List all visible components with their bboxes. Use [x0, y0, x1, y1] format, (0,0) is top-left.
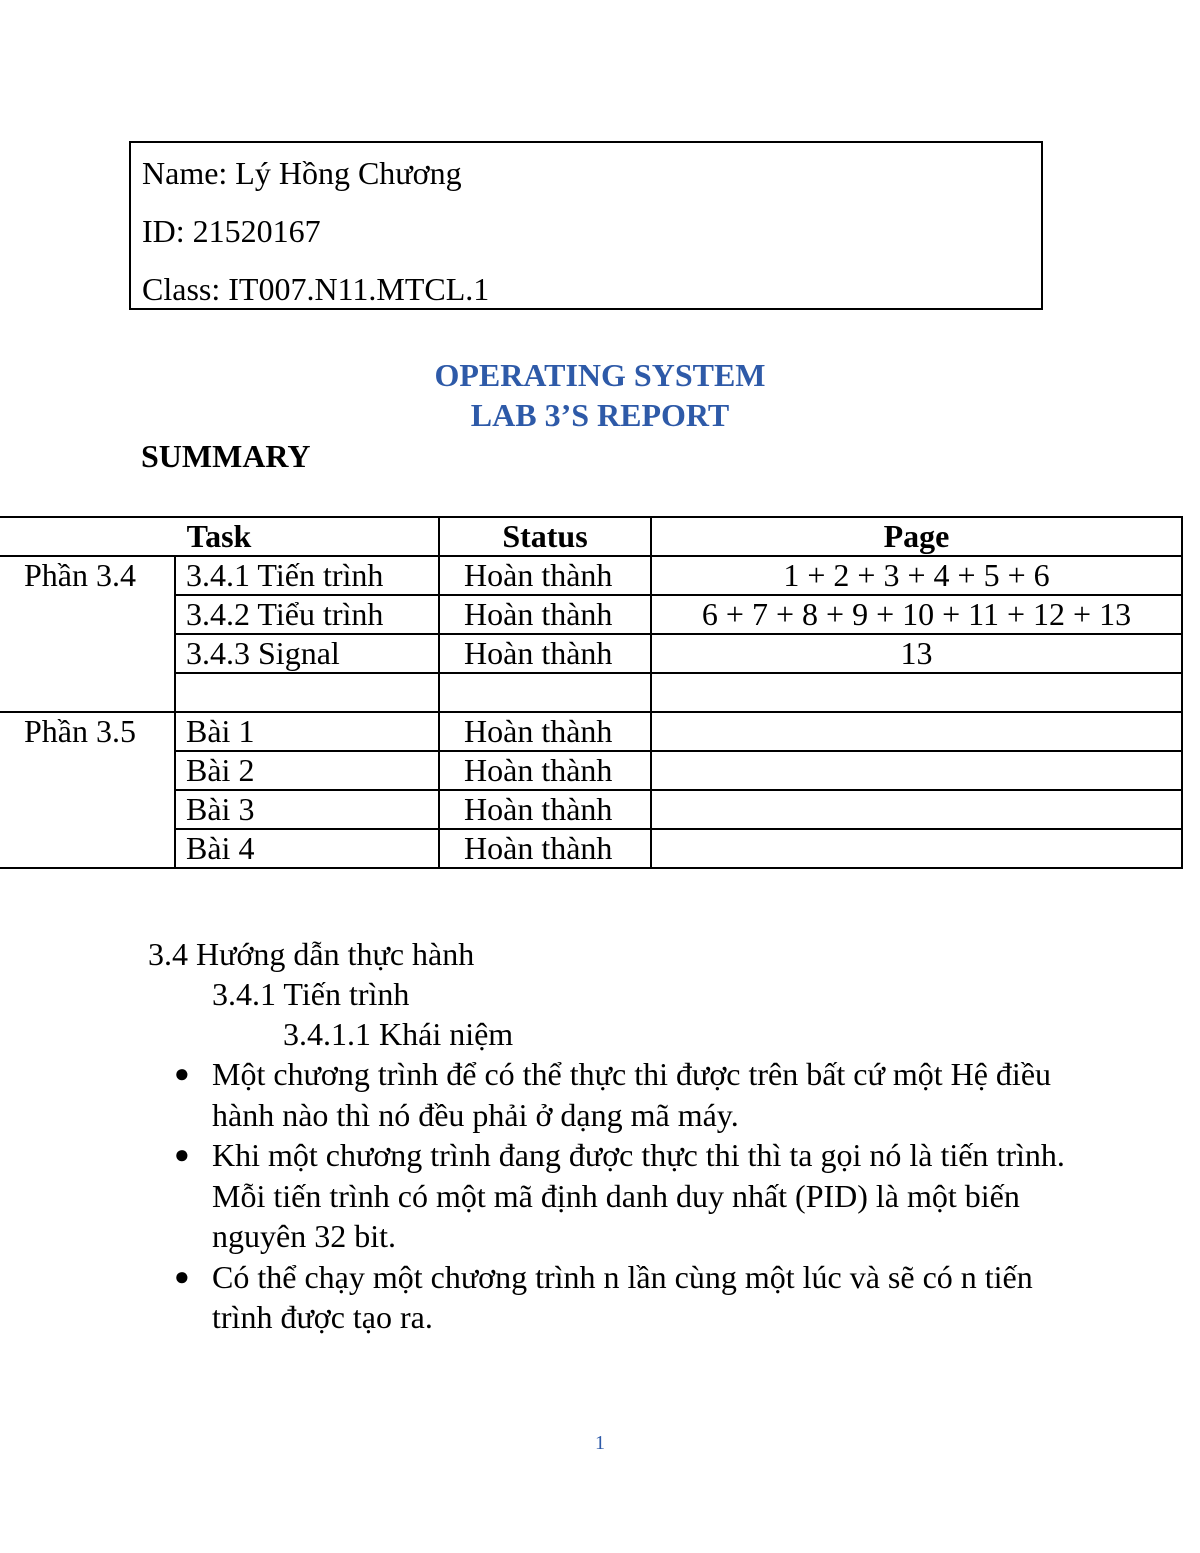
list-item-text: Khi một chương trình đang được thực thi thì ta gọi nó là tiến trình. Mỗi tiến trình có một mã định danh duy nhất (PID) là một biến nguyên 32 bit. [212, 1137, 1065, 1254]
report-title-line1: OPERATING SYSTEM [434, 357, 766, 393]
header-task: Task [0, 517, 439, 556]
page-cell [651, 673, 1182, 712]
status-cell: Hoàn thành [439, 712, 651, 751]
list-item [172, 1135, 1072, 1257]
summary-heading: SUMMARY [141, 438, 311, 474]
subsubsection-heading: 3.4.1.1 Khái niệm [283, 1016, 514, 1052]
part-label: Phần 3.5 [0, 712, 175, 868]
student-id: ID: 21520167 [142, 213, 321, 249]
status-cell: Hoàn thành [439, 790, 651, 829]
table-row [0, 829, 1182, 868]
section-heading: 3.4 Hướng dẫn thực hành [148, 936, 475, 972]
student-class: Class: IT007.N11.MTCL.1 [142, 271, 490, 307]
page-cell [651, 829, 1182, 868]
task-cell: Bài 2 [175, 751, 439, 790]
bullet-icon: ● [174, 1140, 190, 1169]
task-cell: 3.4.3 Signal [175, 634, 439, 673]
table-row [0, 751, 1182, 790]
student-name: Name: Lý Hồng Chương [142, 155, 462, 191]
status-cell: Hoàn thành [439, 595, 651, 634]
task-cell: Bài 4 [175, 829, 439, 868]
status-cell: Hoàn thành [439, 634, 651, 673]
task-cell: Bài 3 [175, 790, 439, 829]
list-item-text: Một chương trình để có thể thực thi được trên bất cứ một Hệ điều hành nào thì nó đều phải ở dạng mã máy. [212, 1056, 1052, 1133]
page-number: 1 [595, 1432, 605, 1454]
task-cell: 3.4.1 Tiến trình [175, 556, 439, 595]
status-cell: Hoàn thành [439, 751, 651, 790]
task-cell: 3.4.2 Tiểu trình [175, 595, 439, 634]
table-row [0, 712, 1182, 751]
page-cell [651, 712, 1182, 751]
status-cell: Hoàn thành [439, 556, 651, 595]
bullet-icon: ● [174, 1059, 190, 1088]
table-row [0, 556, 1182, 595]
report-title-line2: LAB 3’S REPORT [470, 397, 730, 433]
part-label: Phần 3.4 [0, 556, 175, 712]
page-cell: 13 [651, 634, 1182, 673]
page-cell [651, 790, 1182, 829]
task-cell: Bài 1 [175, 712, 439, 751]
page-cell: 1 + 2 + 3 + 4 + 5 + 6 [651, 556, 1182, 595]
list-item [172, 1054, 1072, 1135]
student-info-box [129, 141, 1043, 310]
subsection-heading: 3.4.1 Tiến trình [212, 976, 410, 1012]
bullet-icon: ● [174, 1261, 190, 1291]
table-row [0, 634, 1182, 673]
status-cell: Hoàn thành [439, 829, 651, 868]
page-cell [651, 751, 1182, 790]
header-page: Page [651, 517, 1182, 556]
table-row [0, 673, 1182, 712]
header-status: Status [439, 517, 651, 556]
table-header-row [0, 517, 1182, 556]
summary-table [0, 516, 1183, 869]
table-row [0, 595, 1182, 634]
page-cell: 6 + 7 + 8 + 9 + 10 + 11 + 12 + 13 [651, 595, 1182, 634]
task-cell [175, 673, 439, 712]
bullet-list [172, 1054, 1072, 1338]
list-item [172, 1257, 1072, 1338]
status-cell [439, 673, 651, 712]
table-row [0, 790, 1182, 829]
list-item-text: Có thể chạy một chương trình n lần cùng một lúc và sẽ có n tiến trình được tạo ra. [212, 1258, 1033, 1335]
